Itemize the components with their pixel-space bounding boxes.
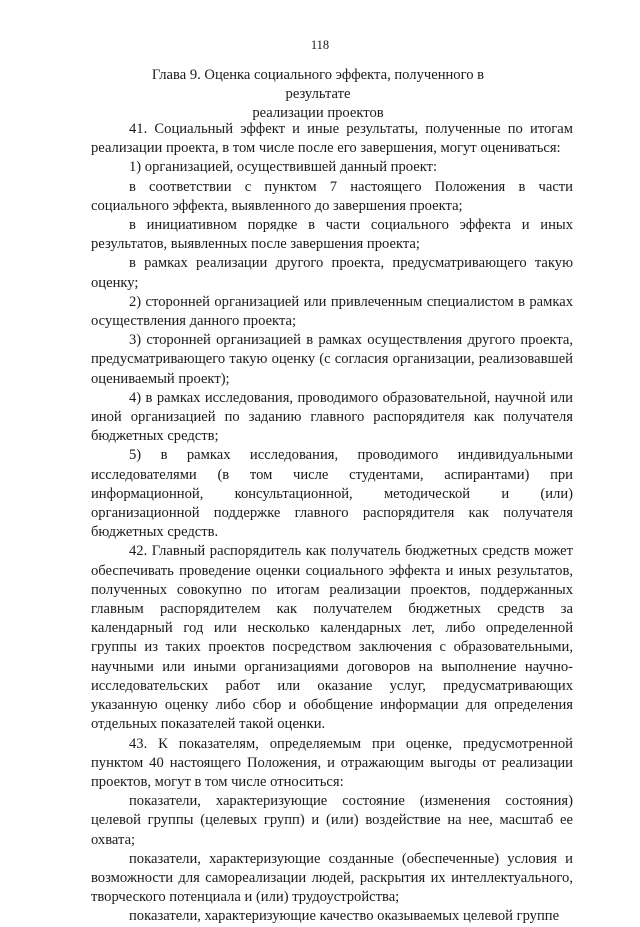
paragraph-41-intro: 41. Социальный эффект и иные результаты, полученные по итогам реализации проекта, в том числе после его завершения, могут оцениваться: — [91, 121, 573, 157]
paragraph-item-1a: в соответствии с пунктом 7 настоящего Положения в части социального эффекта, выявленного до завершения проекта; — [91, 178, 573, 214]
chapter-title — [118, 66, 518, 123]
document-body — [91, 120, 573, 927]
paragraph-item-5: 5) в рамках исследования, проводимого индивидуальными исследователями (в том числе студентами, аспирантами) при информационной, консультационной, методической и (или) организационной поддержке главного распорядителя как получателя бюджетных средств. — [91, 447, 573, 541]
paragraph-item-1b: в инициативном порядке в части социального эффекта и иных результатов, выявленных после завершения проекта; — [91, 217, 573, 253]
paragraph-item-3: 3) сторонней организацией в рамках осуществления другого проекта, предусматривающего такую оценку (с согласия организации, реализовавшей оцениваемый проект); — [91, 332, 573, 387]
page-number: 118 — [310, 38, 330, 52]
paragraph-43-intro: 43. К показателям, определяемым при оценке, предусмотренной пунктом 40 настоящего Положения, и отражающим выгоды от реализации проектов, могут в том числе относиться: — [91, 735, 573, 790]
chapter-title-line-1: Глава 9. Оценка социального эффекта, полученного в результате — [151, 67, 485, 102]
paragraph-43-indicator-2: показатели, характеризующие созданные (обеспеченные) условия и возможности для самореализации людей, раскрытия их интеллектуального, творческого потенциала и (или) трудоустройства; — [91, 850, 573, 906]
paragraph-item-2: 2) сторонней организацией или привлеченным специалистом в рамках осуществления данного проекта; — [91, 293, 573, 330]
paragraph-42: 42. Главный распорядитель как получатель бюджетных средств может обеспечивать проведение оценки социального эффекта и иных результатов, полученных совокупно по итогам реализации проектов, поддержанных главным распорядителем как получателем бюджетных средств за календарный год или несколько календарных лет, либо определенной группы из таких проектов посредством заключения с образовательными, научными или иными организациями договоров на выполнение научно-исследовательских работ или оказание услуг, предусматривающих указанную оценку либо сбор и обобщение информации для определения отдельных показателей такой оценки. — [91, 543, 573, 733]
paragraph-43-indicator-1: показатели, характеризующие состояние (изменения состояния) целевой группы (целевых групп) и (или) воздействие на нее, масштаб ее охвата; — [91, 793, 573, 848]
paragraph-item-4: 4) в рамках исследования, проводимого образовательной, научной или иной организацией по заданию главного распорядителя как получателя бюджетных средств; — [91, 389, 573, 445]
paragraph-item-1: 1) организацией, осуществившей данный проект: — [129, 159, 438, 176]
paragraph-item-1c: в рамках реализации другого проекта, предусматривающего такую оценку; — [91, 255, 573, 291]
chapter-title-line-2: реализации проектов — [252, 105, 384, 121]
paragraph-43-indicator-3: показатели, характеризующие качество оказываемых целевой группе — [129, 908, 560, 925]
